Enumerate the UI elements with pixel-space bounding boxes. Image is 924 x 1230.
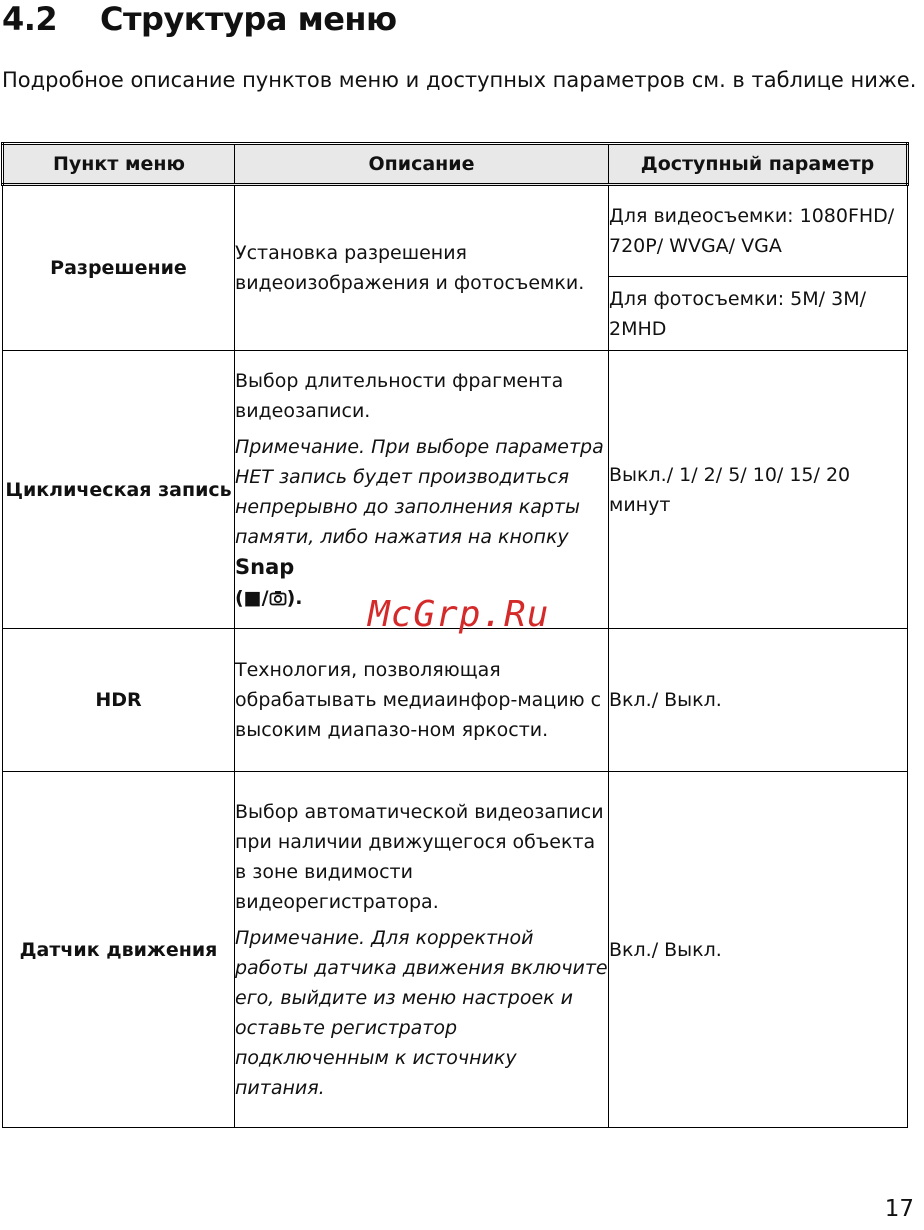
row-description-loop-recording bbox=[235, 351, 609, 629]
table-row bbox=[3, 629, 908, 772]
watermark-logo: McGrp.Ru bbox=[368, 594, 550, 635]
row-description-resolution: Установка разрешения видеоизображения и фотосъемки. bbox=[235, 185, 609, 351]
row-param-motion-detector: Вкл./ Выкл. bbox=[609, 772, 908, 1128]
row-description-motion-detector bbox=[235, 772, 609, 1128]
header-menu-item: Пункт меню bbox=[3, 144, 235, 185]
section-number: 4.2 bbox=[2, 0, 58, 38]
intro-paragraph: Подробное описание пунктов меню и доступных параметров см. в таблице ниже. bbox=[2, 68, 917, 92]
row-name-hdr: HDR bbox=[3, 629, 235, 772]
table-row bbox=[3, 185, 908, 277]
motion-description-text: Выбор автоматической видеозаписи при наличии движущегося объекта в зоне видимости видеорегистратора. bbox=[235, 800, 604, 913]
table-row bbox=[3, 351, 908, 629]
row-param-video: Для видеосъемки: 1080FHD/ 720P/ WVGA/ VGA bbox=[609, 185, 908, 277]
row-param-hdr: Вкл./ Выкл. bbox=[609, 629, 908, 772]
loop-description-text: Выбор длительности фрагмента видеозаписи. bbox=[235, 370, 564, 422]
row-description-hdr: Технология, позволяющая обрабатывать медиаинфор-мацию с высоким диапазо-ном яркости. bbox=[235, 629, 609, 772]
row-param-photo: Для фотосъемки: 5M/ 3M/ 2MHD bbox=[609, 277, 908, 351]
motion-note: Примечание. Для корректной работы датчика движения включите его, выйдите из меню настроек и оставьте регистратор подключенным к источнику питания. bbox=[235, 926, 608, 1099]
camera-icon bbox=[269, 587, 287, 609]
section-heading bbox=[2, 0, 397, 38]
section-title: Структура меню bbox=[100, 0, 397, 38]
header-description: Описание bbox=[235, 144, 609, 185]
page-number: 17 bbox=[884, 1196, 914, 1222]
table-header-row bbox=[3, 144, 908, 185]
snap-button-label: Snap bbox=[235, 555, 295, 579]
stop-icon: (■/ bbox=[235, 587, 269, 609]
snap-close-paren: ). bbox=[286, 587, 303, 609]
loop-note-text: Примечание. При выборе параметра НЕТ запись будет производиться непрерывно до заполнения карты памяти, либо нажатия на кнопку bbox=[235, 436, 604, 548]
row-param-loop-recording: Выкл./ 1/ 2/ 5/ 10/ 15/ 20 минут bbox=[609, 351, 908, 629]
row-name-loop-recording: Циклическая запись bbox=[3, 351, 235, 629]
header-available-parameter: Доступный параметр bbox=[609, 144, 908, 185]
row-name-resolution: Разрешение bbox=[3, 185, 235, 351]
menu-structure-table bbox=[1, 142, 909, 1128]
loop-note bbox=[235, 432, 608, 613]
table-row bbox=[3, 772, 908, 1128]
row-name-motion-detector: Датчик движения bbox=[3, 772, 235, 1128]
